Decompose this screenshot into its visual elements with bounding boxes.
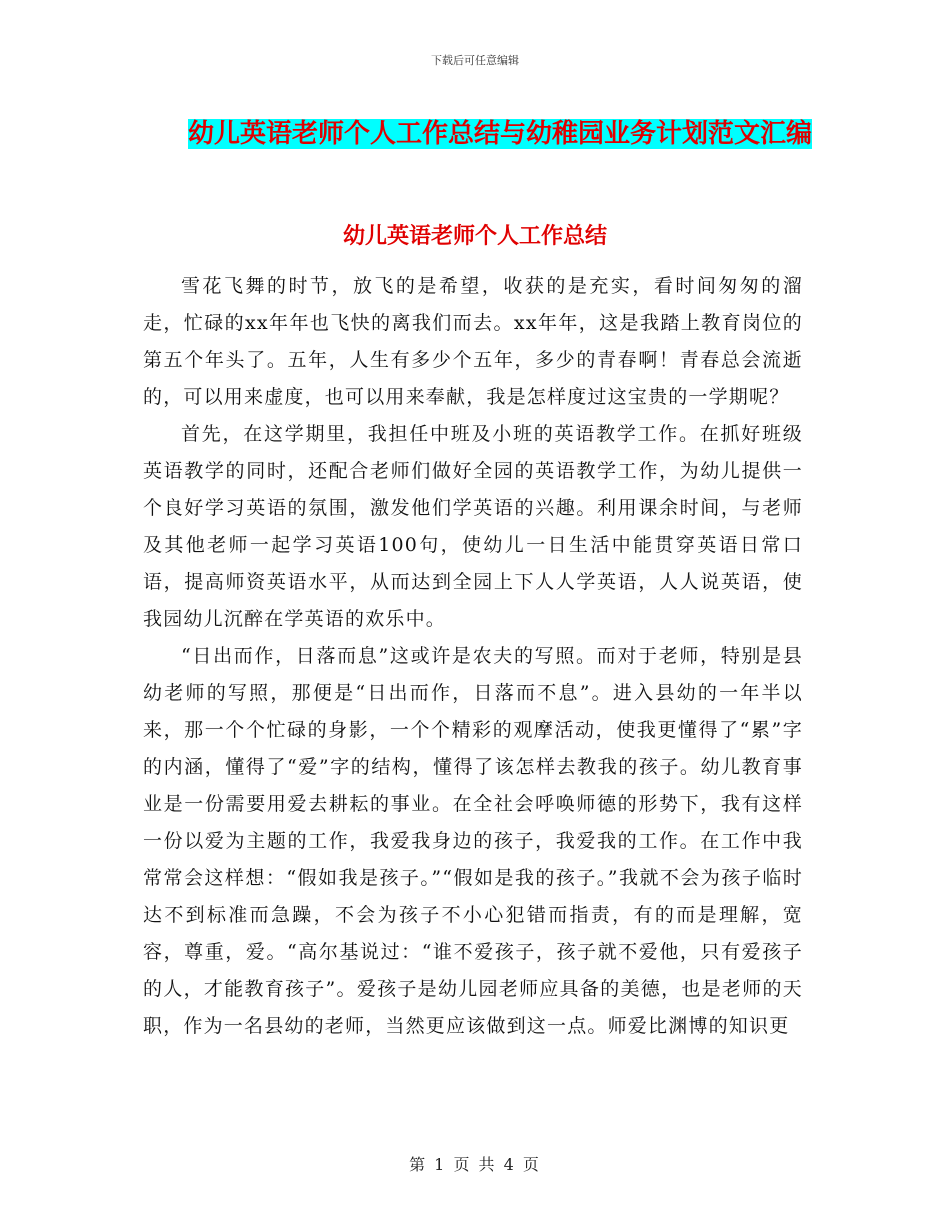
page-footer: 第 1 页 共 4 页 [409, 1155, 541, 1174]
document-title [150, 108, 850, 160]
body-paragraph-2: 首先，在这学期里，我担任中班及小班的英语教学工作。在抓好班级英语教学的同时，还配合老师们做好全园的英语教学工作，为幼儿提供一个良好学习英语的氛围，激发他们学英语的兴趣。利用课余时间，与老师及其他老师一起学习英语100句，使幼儿一日生活中能贯穿英语日常口语，提高师资英语水平，从而达到全园上下人人学英语，人人说英语，使我园幼儿沉醉在学英语的欢乐中。 [143, 423, 803, 630]
body-paragraph-3: “日出而作，日落而息”这或许是农夫的写照。而对于老师，特别是县幼老师的写照，那便是“日出而作，日落而不息”。进入县幼的一年半以来，那一个个忙碌的身影，一个个精彩的观摩活动，使我更懂得了“累”字的内涵，懂得了“爱”字的结构，懂得了该怎样去教我的孩子。幼儿教育事业是一份需要用爱去耕耘的事业。在全社会呼唤师德的形势下，我有这样一份以爱为主题的工作，我爱我身边的孩子，我爱我的工作。在工作中我常常会这样想：“假如我是孩子。”“假如是我的孩子。”我就不会为孩子临时达不到标准而急躁，不会为孩子不小心犯错而指责，有的而是理解，宽容，尊重，爱。“高尔基说过：“谁不爱孩子，孩子就不爱他，只有爱孩子的人，才能教育孩子”。爱孩子是幼儿园老师应具备的美德，也是老师的天职，作为一名县幼的老师，当然更应该做到这一点。师爱比渊博的知识更 [143, 645, 803, 1037]
document-body [143, 268, 803, 1045]
section-title: 幼儿英语老师个人工作总结 [342, 223, 607, 249]
header-note: 下载后可任意编辑 [431, 54, 519, 67]
body-paragraph-1: 雪花飞舞的时节，放飞的是希望，收获的是充实，看时间匆匆的溜走，忙碌的xx年年也飞快的离我们而去。xx年年，这是我踏上教育岗位的第五个年头了。五年，人生有多少个五年，多少的青春啊！青春总会流逝的，可以用来虚度，也可以用来奉献，我是怎样度过这宝贵的一学期呢？ [143, 275, 803, 408]
document-title-text: 幼儿英语老师个人工作总结与幼稚园业务计划范文汇编 [187, 119, 812, 149]
